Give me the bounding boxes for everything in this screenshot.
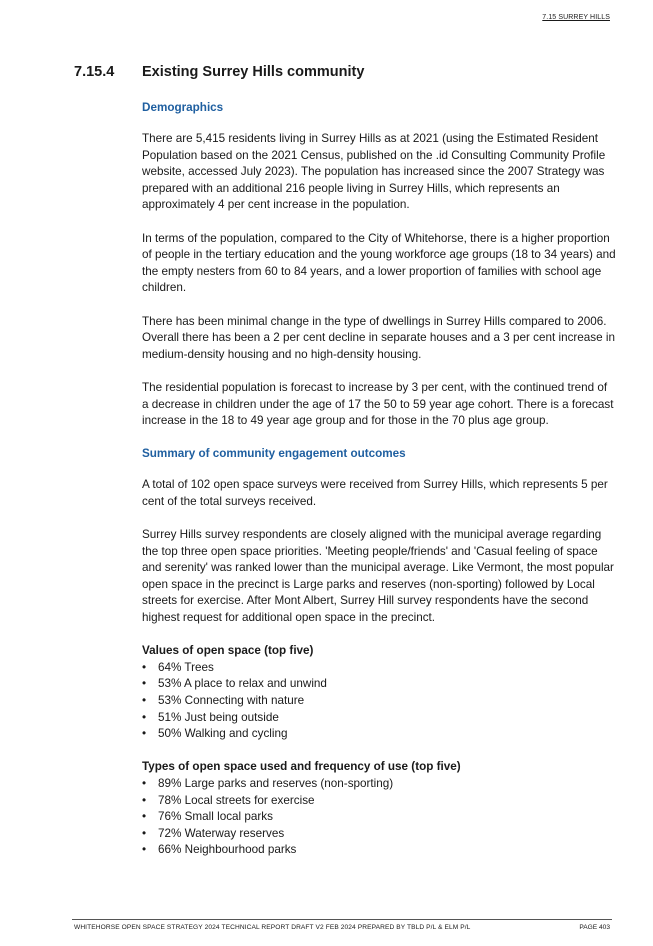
footer-text: WHITEHORSE OPEN SPACE STRATEGY 2024 TECHNICAL REPORT DRAFT V2 FEB 2024 PREPARED BY TBLD P/L & ELM P/L <box>74 924 471 931</box>
page-number: PAGE 403 <box>579 924 610 931</box>
page-content <box>142 100 616 876</box>
types-list-title: Types of open space used and frequency of use (top five) <box>142 760 461 774</box>
values-list-title: Values of open space (top five) <box>142 644 314 658</box>
demographics-heading: Demographics <box>142 101 224 114</box>
running-head: 7.15 SURREY HILLS <box>542 14 610 21</box>
list-item: • 51% Just being outside <box>142 710 616 727</box>
engagement-paragraph-2: Surrey Hills survey respondents are closely aligned with the municipal average regarding the top three open space priorities. 'Meeting people/friends' and 'Casual feeling of space and serenity' was ranked lower than the municipal average. Like Vermont, the most popular open space in the precinct is Large parks and reserves (non-sporting) followed by Local streets for exercise. After Mont Albert, Surrey Hill survey respondents have the second highest request for additional open space in the precinct. <box>142 528 614 625</box>
footer-divider <box>72 919 612 920</box>
demographics-paragraph-4: The residential population is forecast to increase by 3 per cent, with the continued trend of a decrease in children under the age of 17 the 50 to 59 year age cohort. There is a forecast increase in the 18 to 49 year age group and for those in the 70 plus age group. <box>142 380 614 428</box>
list-item: • 66% Neighbourhood parks <box>142 842 616 859</box>
engagement-paragraph-1: A total of 102 open space surveys were received from Surrey Hills, which represents 5 per cent of the total surveys received. <box>142 478 608 508</box>
list-item: • 89% Large parks and reserves (non-sporting) <box>142 776 616 793</box>
list-item: • 72% Waterway reserves <box>142 826 616 843</box>
values-list <box>142 660 616 743</box>
list-item: • 53% A place to relax and unwind <box>142 676 616 693</box>
list-item: • 53% Connecting with nature <box>142 693 616 710</box>
section-heading <box>74 64 364 80</box>
demographics-paragraph-1: There are 5,415 residents living in Surrey Hills as at 2021 (using the Estimated Resident Population based on the 2021 Census, published on the .id Consulting Community Profile website, accessed July 2023). The population has increased since the 2007 Strategy was prepared with an additional 216 people living in Surrey Hills, which represents an approximately 4 per cent increase in the population. <box>142 132 606 212</box>
section-number: 7.15.4 <box>74 64 115 80</box>
list-item: • 64% Trees <box>142 660 616 677</box>
demographics-paragraph-3: There has been minimal change in the type of dwellings in Surrey Hills compared to 2006. Overall there has been a 2 per cent decline in separate houses and a 3 per cent increase in medium-density housing and no high-density housing. <box>142 314 615 361</box>
list-item: • 78% Local streets for exercise <box>142 793 616 810</box>
engagement-heading: Summary of community engagement outcomes <box>142 447 406 461</box>
types-list <box>142 776 616 859</box>
list-item: • 50% Walking and cycling <box>142 726 616 743</box>
list-item: • 76% Small local parks <box>142 809 616 826</box>
section-title: Existing Surrey Hills community <box>142 64 365 80</box>
demographics-paragraph-2: In terms of the population, compared to the City of Whitehorse, there is a higher proportion of people in the tertiary education and the young workforce age groups (18 to 34 years) and the empty nesters from 60 to 84 years, and a lower proportion of families with school age children. <box>142 231 616 295</box>
